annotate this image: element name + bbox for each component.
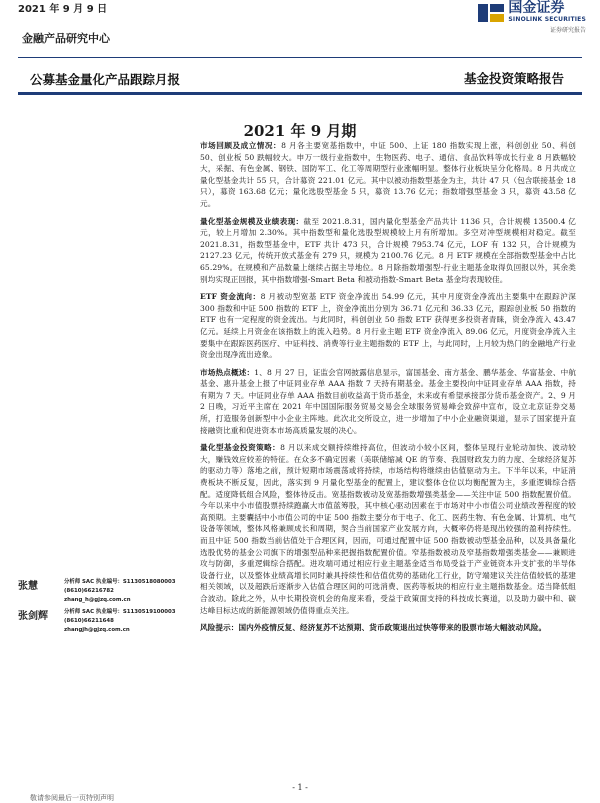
section-text: 8 月被动型宽基 ETF 资金净流出 54.99 亿元，其中月度资金净流出主要集中在跟踪沪深 300 指数和中证 500 指数的 ETF 上，资金净流出分别为 36.71 亿元和 36.33 亿元，跟踪创业板 50 指数的 ETF 也有一定程度的资金流出。与此同时，科创创业 50 指数 ETF 获得更多投资者青睐，资金净流入 43.47 亿元。延续上月资金在该指数上的流入趋势。8 月行业主题 ETF 资金净流入 89.06 亿元，月度资金净流入主要集中在跟踪医药医疗、中证科技、消费等行业主题指数的 ETF 上，与此同时，上月较为热门的金融地产行业资金出现净流出迹象。	[200, 292, 576, 360]
report-date: 2021 年 9 月 9 日	[18, 4, 108, 15]
risk-warning: 风险提示：国内外疫情反复、经济复苏不达预期、货币政策退出过快等带来的股票市场大幅波动风险。	[200, 623, 547, 633]
footer-disclaimer: 敬请参阅最后一页特别声明	[30, 794, 114, 802]
section-market-review	[200, 140, 576, 210]
report-name: 基金投资策略报告	[463, 71, 564, 86]
logo-slogan: 证券研究报告	[549, 27, 586, 34]
header-rule	[18, 57, 582, 58]
section-market-hotspots	[200, 367, 576, 437]
analyst-sac-id: 分析师 SAC 执业编号：S1130518080003	[64, 579, 176, 585]
analyst-email[interactable]: zhangjh@gjzq.com.cn	[64, 627, 130, 633]
section-strategy	[200, 442, 576, 616]
report-type: 公募基金量化产品跟踪月报	[30, 72, 181, 87]
section-text: 截至 2021.8.31，国内量化型基金产品共计 1136 只，合计规模 13500.4 亿元，较上月增加 2.30%。其中指数型和量化选股型规模较上月有所增加。多空对冲型规模相对稳定。截至 2021.8.31，指数型基金中，ETF 共计 473 只，合计规模 7953.74 亿元，LOF 有 132 只，合计规模为 2127.23 亿元，传统开放式基金有 279 只，规模为 2100.76 亿元。8 月 ETF 规模在全部指数型基金中占比 65.29%。在规模和产品数量上继续占据主导地位。8 月除指数增强型-行业主题基金取得负回报以外，其余类别均实现正回报，其中指数增强-Smart Beta 和被动指数-Smart Beta 基金均表现较佳。	[200, 216, 576, 284]
logo-name: 国金证券	[508, 0, 565, 16]
research-center: 金融产品研究中心	[22, 32, 110, 45]
section-etf-flow	[200, 291, 576, 361]
document-title: 2021 年 9 月期	[243, 122, 357, 140]
section-text: 1、8 月 27 日，证监会官网披露信息显示，富国基金、南方基金、鹏华基金、华富基金、中航基金、惠升基金上报了中证同业存单 AAA 指数 7 天持有期基金。基金主要投向中证同业存单 AAA 指数，持有期为 7 天。中证同业存单 AAA 指数目前收益高于货币基金，未来或有希望承接部分货币基金资产。2、9 月 2 日晚，习近平主席在 2021 年中国国际服务贸易交易会全球服务贸易峰会致辞中宣布，设立北京证券交易所，打造服务创新型中小企业主阵地。此次北交所设立，进一步增加了中小企业融资渠道，显示了国家提升直接融资比重和促进资本市场高质量发展的决心。	[200, 367, 577, 435]
section-label: ETF 资金流向：	[200, 292, 261, 302]
section-label: 市场热点概述：	[200, 367, 255, 377]
analyst-email[interactable]: zhang_h@gjzq.com.cn	[64, 597, 131, 603]
analyst-contact	[64, 608, 176, 635]
report-body	[200, 140, 576, 641]
analyst-name: 张剑辉	[18, 611, 48, 622]
logo-mark-icon	[478, 2, 504, 24]
section-label: 市场回顾及成立情况：	[200, 141, 282, 150]
page-number: - 1 -	[292, 783, 308, 792]
analyst-phone: (8610)66216782	[64, 588, 114, 594]
analyst-sac-id: 分析师 SAC 执业编号：S1130519100003	[64, 609, 176, 615]
analyst-name: 张慧	[18, 581, 38, 592]
section-label: 量化型基金投资策略：	[200, 443, 281, 453]
section-label: 量化型基金规模及业绩表现：	[200, 216, 304, 226]
analyst-contact	[64, 578, 176, 605]
section-text: 8 月各主要宽基指数中，中证 500、上证 180 指数实现上涨，科创创业 50、科创 50、创业板 50 跌幅较大。申万一级行业指数中，生物医药、电子、通信、食品饮料等成长行业 8 月跌幅较大，采掘、有色金属、钢铁、国防军工、化工等周期型行业涨幅明显。整体行业板块呈分化格局。8 月共成立量化型基金共计 55 只，合计募资 221.01 亿元。其中以被动指数型基金为主，共计 47 只（包含联接基金 18 只），募资 163.68 亿元；量化选股型基金 5 只，募资 13.76 亿元；指数增强型基金 3 只，募资 43.58 亿元。	[200, 141, 576, 208]
logo-english-name: SINOLINK SECURITIES	[508, 16, 586, 23]
analyst-phone: (8610)66211648	[64, 618, 114, 624]
company-logo	[478, 0, 586, 34]
section-text: 8 月以来成交额持续维持高位，但波动小较小区间，整体呈现行业轮动加快、波动较大，赚钱效应较差的特征。在众多不确定因素（美联储缩减 QE 的节奏、我国财政发力的力度、全球经济复苏的驱动力等）落地之前，预计短期市场震荡或将持续，市场结构将继续由估值驱动为主。下半年以来，中证消费板块不断反复，因此，落实到 9 月量化型基金的配置上，建议整体仓位以均衡配置为主，多重逻辑综合搭配。适度降低组合风险，整体待反击。宽基指数被动及宽基指数增强类基金——关注中证 500 指数配置价值。今年以来中小市值股票持续跑赢大市值蓝筹股，其中核心驱动因素在于市场对中小市值公司业绩改善程度的较高预期。主要囊括中小市值公司的中证 500 指数主要分布于电子、化工、医药生物、有色金属、计算机、电气设备等领域，整体风格兼顾成长和周期，契合当前国家产业发展方向，大概率仍将是现出较强的盈利持续性。而且中证 500 指数当前估值处于合理区间，因而，可通过配置中证 500 指数被动型基金品种，以及具备量化选股优势的基金公司旗下的增强型品种来把握指数配置价值。窄基指数被动及窄基指数增强类基金——兼顾进攻与防御，多重逻辑综合搭配。进攻端可通过相应行业主题基金适当布局受益于产业链资本升支扩张的半导体设备行业，以及整体业绩高增长同时兼具持续性和估值优势的基础化工行业，防守端建议关注估值较低的基建相关领域，以及超跌后逐渐步入估值合理区间的可选消费、医药等板块的相应行业主题指数基金。适当降低组合波动。除此之外，从中长期投资机会的角度来看，受益于政策面支持的科技成长赛道，以及助力碳中和、碳达峰目标达成的新能源领域仍值得重点关注。	[200, 443, 576, 615]
section-fund-scale	[200, 216, 576, 286]
header-bar	[18, 92, 582, 95]
